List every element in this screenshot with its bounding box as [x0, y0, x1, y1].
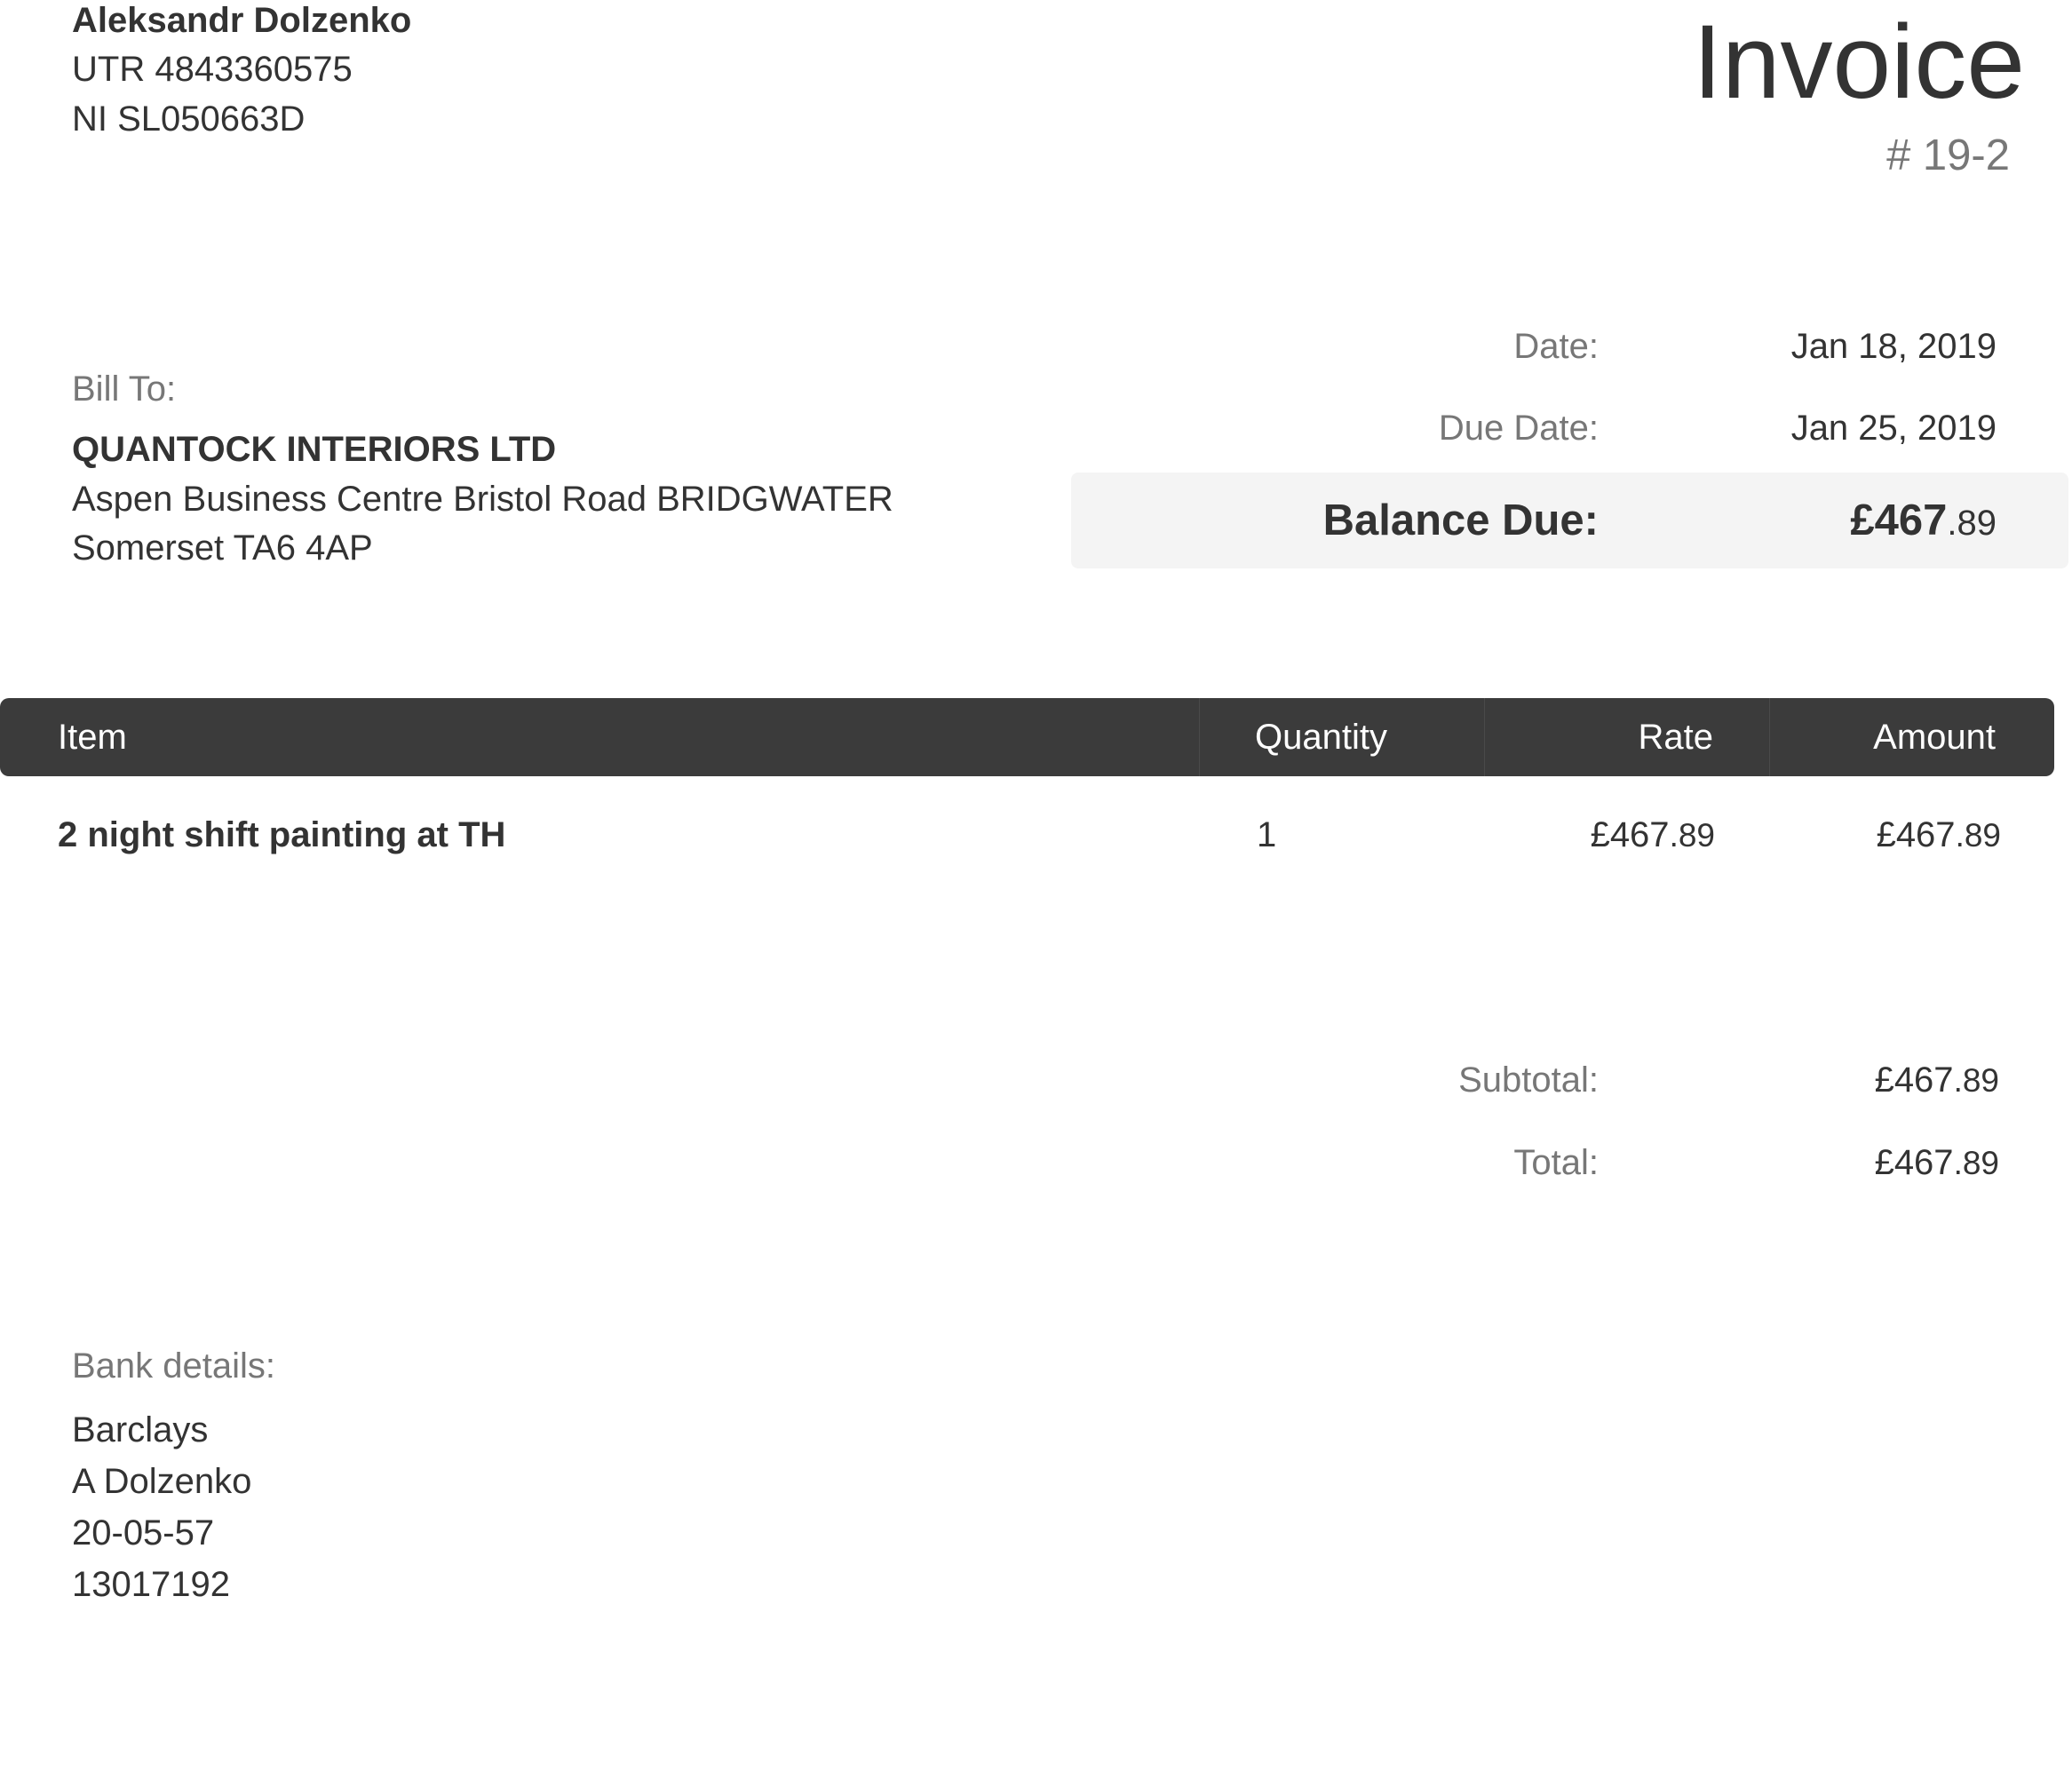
rate-currency: £ [1590, 815, 1610, 854]
balance-due-label: Balance Due: [1322, 496, 1599, 544]
bill-to-address: Aspen Business Centre Bristol Road BRIDGWATER Somerset TA6 4AP [72, 480, 893, 568]
column-divider [1199, 698, 1200, 776]
amount-whole: 467 [1895, 815, 1956, 854]
table-row [0, 804, 2054, 866]
items-table-header [0, 698, 2054, 776]
total-whole: 467 [1893, 1143, 1954, 1182]
subtotal-decimal: .89 [1953, 1062, 1999, 1099]
row-item: 2 night shift painting at TH [58, 815, 506, 854]
total-decimal: .89 [1953, 1145, 1999, 1181]
bank-details-label-text: Bank details [72, 1346, 266, 1386]
subtotal-label: Subtotal: [1458, 1060, 1599, 1100]
bank-sort-code: 20-05-57 [72, 1513, 215, 1553]
sender-name: Aleksandr Dolzenko [72, 1, 412, 40]
column-header-amount: Amount [1873, 718, 1996, 757]
bank-details-colon: : [265, 1346, 276, 1386]
total-label: Total: [1513, 1143, 1599, 1182]
column-header-item: Item [58, 718, 127, 757]
column-divider [1484, 698, 1485, 776]
total-currency: £ [1874, 1143, 1894, 1182]
column-header-rate: Rate [1638, 718, 1713, 757]
due-date-value: Jan 25, 2019 [1790, 409, 1997, 448]
row-quantity: 1 [1257, 815, 1277, 854]
subtotal-currency: £ [1874, 1060, 1894, 1100]
bill-to-company: QUANTOCK INTERIORS LTD [72, 430, 557, 469]
balance-whole: 467 [1874, 496, 1948, 544]
date-label: Date: [1513, 327, 1599, 366]
rate-whole: 467 [1609, 815, 1670, 854]
balance-currency: £ [1850, 496, 1875, 544]
row-rate [1591, 804, 1715, 867]
bank-account-holder: A Dolzenko [72, 1462, 252, 1501]
balance-decimal: .89 [1947, 504, 1997, 543]
subtotal-whole: 467 [1893, 1060, 1954, 1100]
due-date-label: Due Date: [1438, 409, 1599, 448]
bank-details-label [72, 1344, 275, 1388]
invoice-number: # 19-2 [1886, 131, 2010, 179]
row-amount [1877, 804, 2001, 867]
rate-decimal: .89 [1669, 817, 1715, 854]
date-value: Jan 18, 2019 [1790, 327, 1997, 366]
column-divider [1769, 698, 1770, 776]
subtotal-value [1875, 1058, 1999, 1103]
column-header-quantity: Quantity [1255, 718, 1387, 757]
invoice-title: Invoice [1693, 4, 2025, 121]
bill-to-label: Bill To: [72, 369, 177, 409]
total-value [1875, 1140, 1999, 1186]
bank-account-number: 13017192 [72, 1565, 230, 1604]
sender-ni: NI SL050663D [72, 99, 306, 139]
balance-due-value [1850, 494, 1997, 550]
sender-utr: UTR 4843360575 [72, 50, 353, 89]
bank-name: Barclays [72, 1410, 209, 1449]
amount-currency: £ [1876, 815, 1896, 854]
amount-decimal: .89 [1955, 817, 2001, 854]
